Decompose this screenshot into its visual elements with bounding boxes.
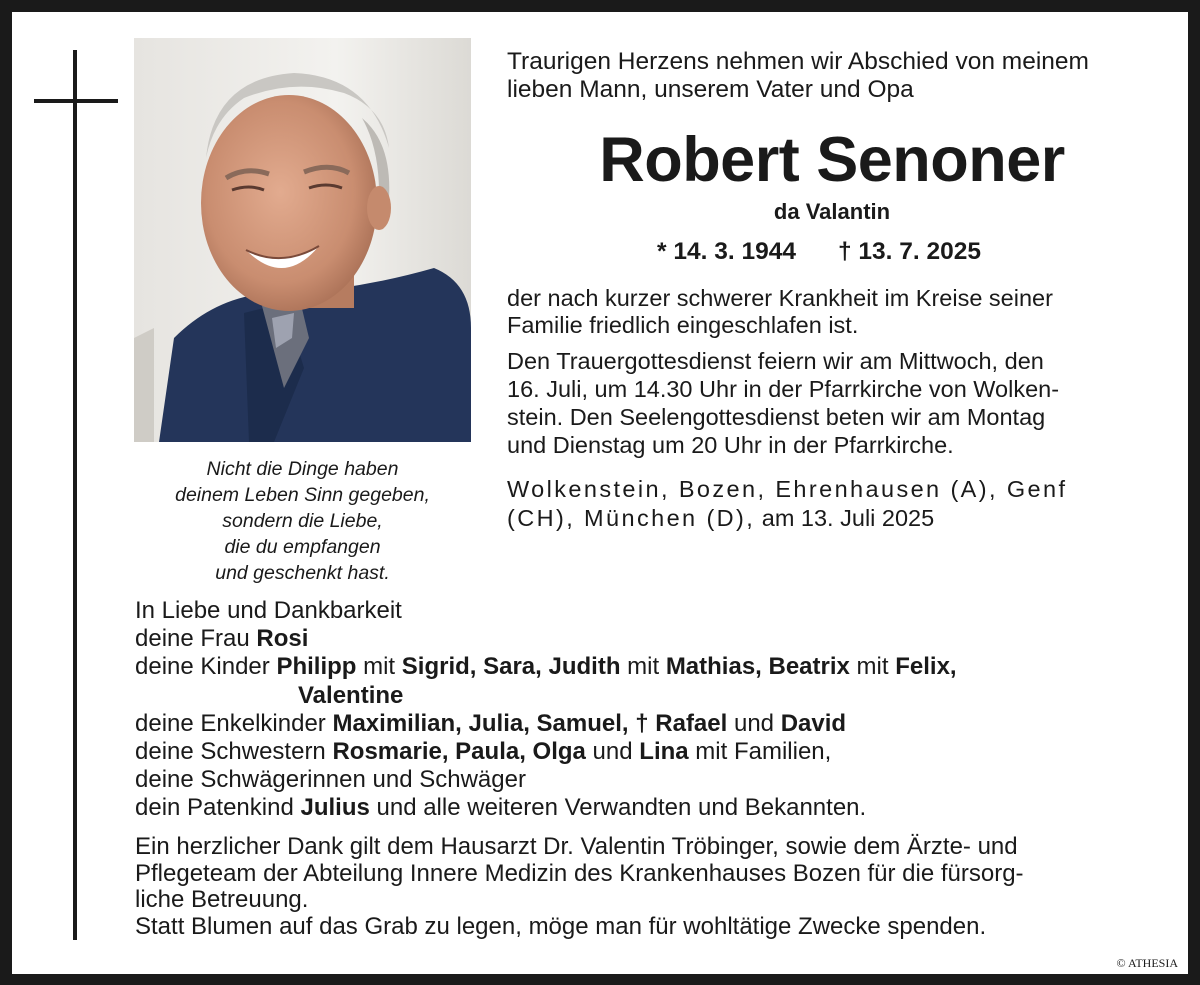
thanks-line: Pflegeteam der Abteilung Innere Medizin des Krankenhauses Bozen für die fürsorg- xyxy=(135,859,1024,887)
service-text xyxy=(507,347,1059,459)
birth-date: * 14. 3. 1944 xyxy=(657,238,796,265)
family-text: deine Enkelkinder xyxy=(135,709,333,737)
family-wife xyxy=(135,625,957,653)
place-locations: (CH), München (D), xyxy=(507,505,756,531)
place-line-2 xyxy=(507,504,1067,533)
family-name: David xyxy=(780,709,847,737)
family-children-cont xyxy=(135,682,957,710)
thanks-line: liche Betreuung. xyxy=(135,886,309,913)
family-text: und alle weiteren Verwandten und Bekannten. xyxy=(369,794,867,822)
family-text: deine Kinder xyxy=(135,653,277,681)
intro-line: Traurigen Herzens nehmen wir Abschied von meinem xyxy=(507,48,1089,75)
verse-line: deinem Leben Sinn gegeben, xyxy=(175,484,430,506)
family-in-laws: deine Schwägerinnen und Schwäger xyxy=(135,766,526,794)
family-sisters xyxy=(135,738,957,766)
life-dates xyxy=(657,238,981,266)
deceased-epithet: da Valantin xyxy=(773,199,891,224)
thanks-line: Ein herzlicher Dank gilt dem Hausarzt Dr. Valentin Tröbinger, sowie dem Ärzte- und xyxy=(135,833,1018,860)
service-line: 16. Juli, um 14.30 Uhr in der Pfarrkirche von Wolken- xyxy=(507,376,1060,402)
portrait-photo xyxy=(134,38,471,442)
verse-line: sondern die Liebe, xyxy=(222,510,383,532)
thanks-line: Statt Blumen auf das Grab zu legen, möge man für wohltätige Zwecke spenden. xyxy=(135,912,987,940)
family-name: Julius xyxy=(300,794,370,822)
family-wife-name: Rosi xyxy=(256,625,309,653)
place-date xyxy=(507,475,1067,533)
family-wife-prefix: deine Frau xyxy=(135,625,257,653)
family-text: deine Schwestern xyxy=(135,738,333,766)
death-date: † 13. 7. 2025 xyxy=(837,238,981,265)
cross-icon-vertical xyxy=(73,50,77,940)
family-name: Mathias, Beatrix xyxy=(665,653,850,681)
family-name: Lina xyxy=(639,738,689,766)
family-grandchildren xyxy=(135,710,957,738)
verse-line: die du empfangen xyxy=(224,536,381,558)
family-text: mit Familien, xyxy=(688,738,832,766)
family-text: und xyxy=(585,738,640,766)
copyright: © ATHESIA xyxy=(1116,956,1178,970)
verse-line: Nicht die Dinge haben xyxy=(206,458,399,480)
cross-icon-horizontal xyxy=(34,99,118,103)
family-text: dein Patenkind xyxy=(135,794,301,822)
family-godchild xyxy=(135,794,957,822)
service-line: und Dienstag um 20 Uhr in der Pfarrkirche. xyxy=(507,432,954,458)
passing-line: Familie friedlich eingeschlafen ist. xyxy=(507,312,859,338)
family-name: Maximilian, Julia, Samuel, † Rafael xyxy=(332,709,728,737)
passing-text xyxy=(507,285,1053,339)
family-list xyxy=(135,597,957,823)
thanks-text xyxy=(135,834,1024,940)
family-name: Felix, xyxy=(895,653,957,681)
family-text: und xyxy=(727,709,781,737)
obituary-card xyxy=(12,12,1188,974)
family-children xyxy=(135,653,957,681)
verse xyxy=(134,456,471,586)
service-line: Den Trauergottesdienst feiern wir am Mittwoch, den xyxy=(507,348,1044,374)
service-line: stein. Den Seelengottesdienst beten wir am Montag xyxy=(507,404,1046,430)
verse-line: und geschenkt hast. xyxy=(215,562,390,584)
passing-line: der nach kurzer schwerer Krankheit im Kreise seiner xyxy=(507,285,1053,311)
portrait-illustration xyxy=(134,38,471,442)
place-date-text: am 13. Juli 2025 xyxy=(755,505,935,531)
family-text: mit xyxy=(849,653,896,681)
family-name: Philipp xyxy=(276,653,357,681)
family-heading: In Liebe und Dankbarkeit xyxy=(135,597,402,624)
deceased-name: Robert Senoner xyxy=(599,125,1065,195)
intro-text xyxy=(507,48,1177,104)
family-name: Rosmarie, Paula, Olga xyxy=(332,738,586,766)
family-children-name: Valentine xyxy=(298,681,404,709)
family-name: Sigrid, Sara, Judith xyxy=(401,653,621,681)
intro-line: lieben Mann, unserem Vater und Opa xyxy=(507,76,914,103)
family-text: mit xyxy=(356,653,402,681)
family-text: mit xyxy=(620,653,666,681)
place-line: Wolkenstein, Bozen, Ehrenhausen (A), Genf xyxy=(507,476,1068,502)
